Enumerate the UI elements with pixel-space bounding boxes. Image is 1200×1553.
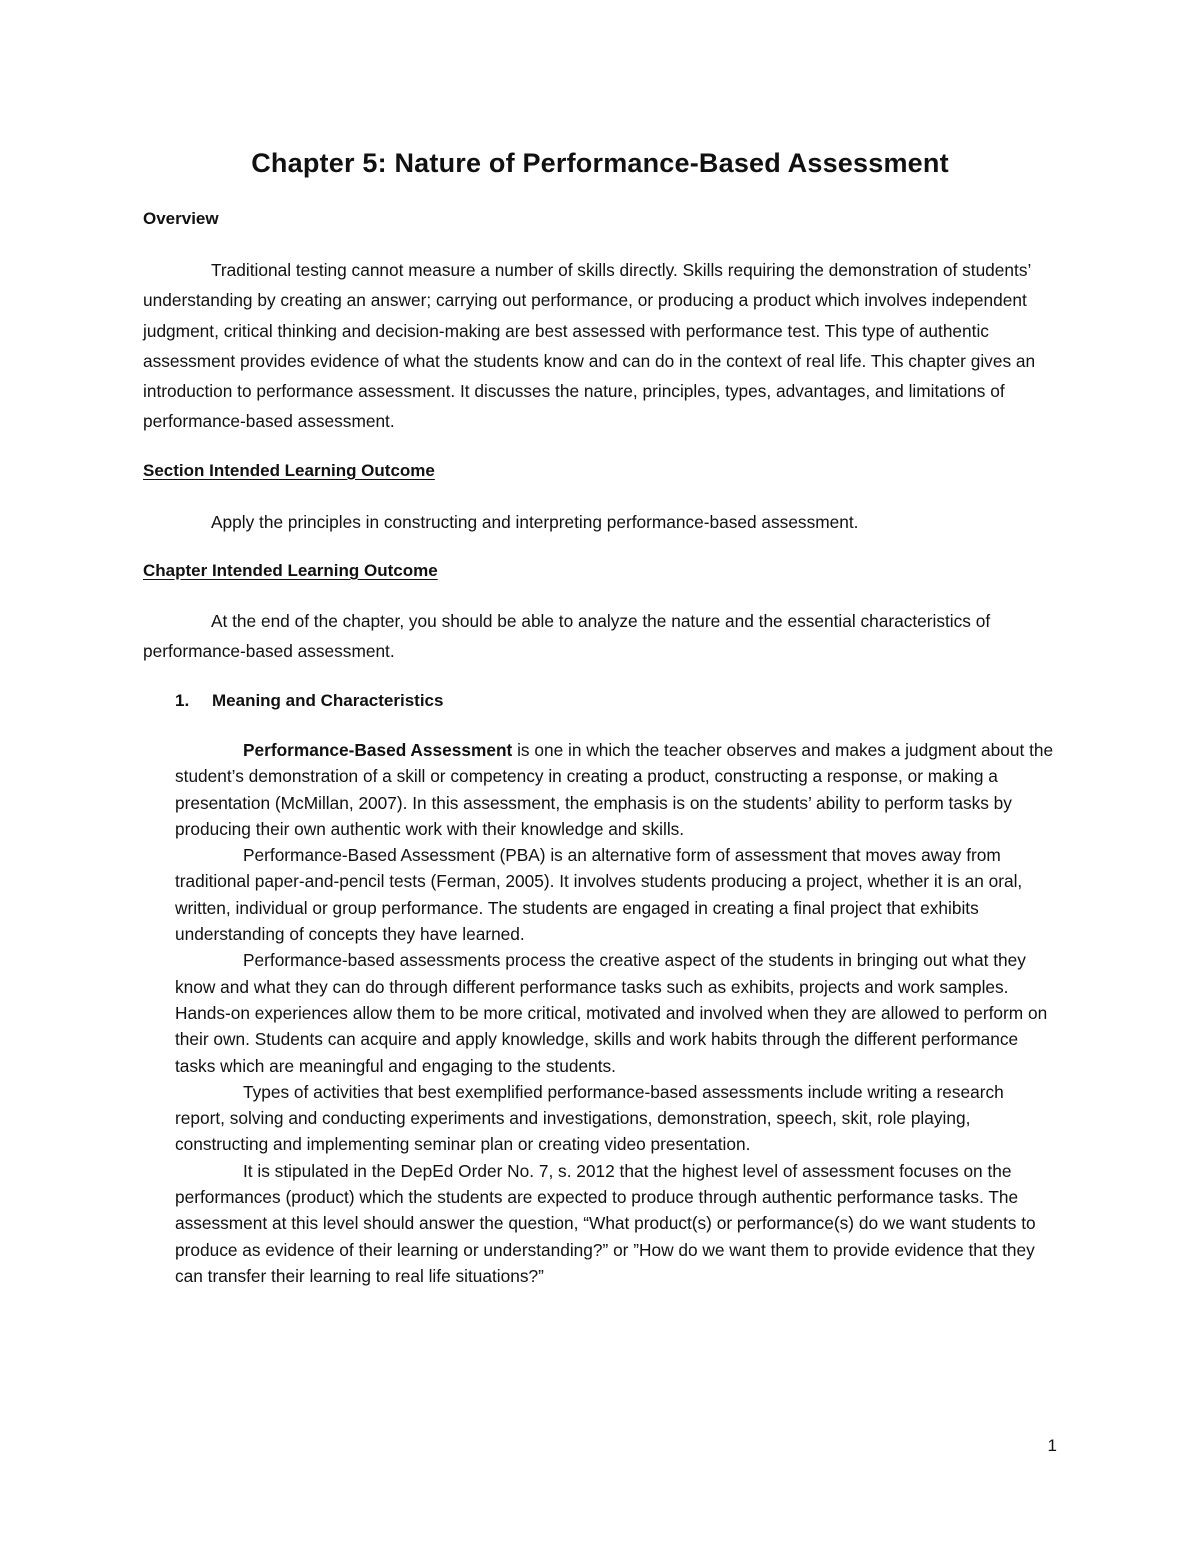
body-paragraph-5: It is stipulated in the DepEd Order No. 7, s. 2012 that the highest level of assessment focuses on the performances (product) which the students are expected to produce through authentic performance tasks. The assessment at this level should answer the question, “What product(s) or performance(s) do we want students to produce as evidence of their learning or understanding?” or ”How do we want them to provide evidence that they can transfer their learning to real life situations?”: [175, 1160, 1036, 1286]
chapter-ilo-paragraph: At the end of the chapter, you should be able to analyze the nature and the essential characteristics of performance-based assessment.: [143, 611, 991, 661]
body-paragraph-4: Types of activities that best exemplified performance-based assessments include writing a research report, solving and conducting experiments and investigations, demonstration, speech, skit, role playing, constructing and implementing seminar plan or creating video presentation.: [175, 1081, 1004, 1155]
page-number: 1: [1047, 1436, 1057, 1455]
chapter-ilo-heading: Chapter Intended Learning Outcome: [143, 561, 438, 580]
section-1-heading: [175, 688, 443, 714]
body-paragraph-1-text: is one in which the teacher observes and makes a judgment about the student’s demonstration of a skill or competency in creating a product, constructing a response, or making a presentation (McMillan, 2007). In this assessment, the emphasis is on the students’ ability to perform tasks by producing their own authentic work with their knowledge and skills.: [175, 740, 1054, 839]
section-ilo-paragraph: Apply the principles in constructing and interpreting performance-based assessment.: [211, 512, 859, 532]
section-ilo-heading: Section Intended Learning Outcome: [143, 461, 435, 480]
section-1-number: 1.: [175, 691, 190, 710]
body-paragraph-2: Performance-Based Assessment (PBA) is an alternative form of assessment that moves away from traditional paper-and-pencil tests (Ferman, 2005). It involves students producing a project, whether it is an oral, written, individual or group performance. The students are engaged in creating a final project that exhibits understanding of concepts they have learned.: [175, 845, 1023, 945]
overview-heading: Overview: [143, 209, 219, 228]
body-paragraph-3: Performance-based assessments process the creative aspect of the students in bringing out what they know and what they can do through different performance tasks such as exhibits, projects and work samples. Hands-on experiences allow them to be more critical, motivated and involved when they are allowed to perform on their own. Students can acquire and apply knowledge, skills and work habits through the different performance tasks which are meaningful and engaging to the students.: [175, 950, 1048, 1076]
body-paragraph-1: [175, 737, 1055, 842]
section-1-title: Meaning and Characteristics: [212, 691, 444, 710]
overview-paragraph: Traditional testing cannot measure a number of skills directly. Skills requiring the demonstration of students’ understanding by creating an answer; carrying out performance, or producing a product which involves independent judgment, critical thinking and decision-making are best assessed with performance test. This type of authentic assessment provides evidence of what the students know and can do in the context of real life. This chapter gives an introduction to performance assessment. It discusses the nature, principles, types, advantages, and limitations of performance-based assessment.: [143, 260, 1036, 432]
chapter-title: Chapter 5: Nature of Performance-Based Assessment: [251, 148, 949, 178]
pba-term: Performance-Based Assessment: [243, 740, 513, 760]
section-1-body: [175, 737, 1055, 1289]
